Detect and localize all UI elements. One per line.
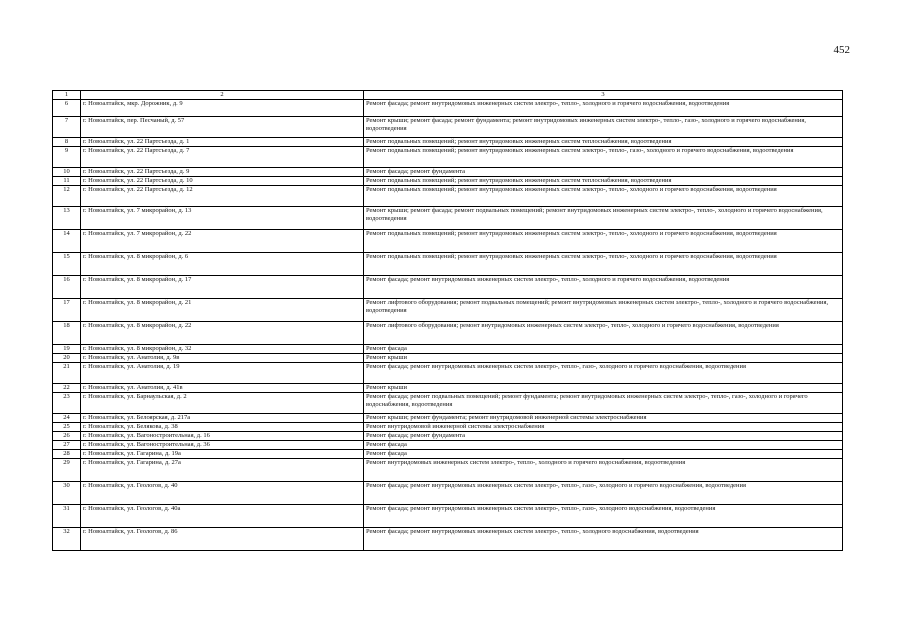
row-work: Ремонт фасада; ремонт внутридомовых инженерных систем электро-, тепло-, газо-, холодного и горячего водоснабжения, водоотведения: [364, 363, 843, 384]
row-work: Ремонт подвальных помещений; ремонт внутридомовых инженерных систем электро-, тепло-, холодного и горячего водоснабжения, водоотведения: [364, 230, 843, 253]
row-number: 21: [53, 363, 81, 384]
row-address: г. Новоалтайск, ул. 8 микрорайон, д. 22: [81, 322, 364, 345]
row-address: г. Новоалтайск, ул. Геологов, д. 86: [81, 528, 364, 551]
row-work: Ремонт подвальных помещений; ремонт внутридомовых инженерных систем теплоснабжения, водоотведения: [364, 138, 843, 147]
row-address: г. Новоалтайск, ул. 22 Партсъезда, д. 12: [81, 186, 364, 207]
table-row: [53, 138, 843, 147]
column-header-1: 1: [53, 91, 81, 100]
row-number: 14: [53, 230, 81, 253]
row-work: Ремонт подвальных помещений; ремонт внутридомовых инженерных систем электро-, тепло-, холодного и горячего водоснабжения, водоотведения: [364, 253, 843, 276]
row-address: г. Новоалтайск, ул. 22 Партсъезда, д. 10: [81, 177, 364, 186]
row-number: 7: [53, 117, 81, 138]
row-number: 20: [53, 354, 81, 363]
row-address: г. Новоалтайск, ул. 22 Партсъезда, д. 9: [81, 168, 364, 177]
row-address: г. Новоалтайск, ул. 7 микрорайон, д. 13: [81, 207, 364, 230]
row-work: Ремонт крыши: [364, 354, 843, 363]
row-number: 16: [53, 276, 81, 299]
row-address: г. Новоалтайск, ул. Анатолия, д. 41в: [81, 384, 364, 393]
table-row: [53, 147, 843, 168]
table-row: [53, 186, 843, 207]
table-row: [53, 207, 843, 230]
row-address: г. Новоалтайск, ул. Барнаульская, д. 2: [81, 393, 364, 414]
row-address: г. Новоалтайск, мкр. Дорожник, д. 9: [81, 100, 364, 117]
page-number: 452: [833, 44, 850, 56]
row-number: 9: [53, 147, 81, 168]
table-row: [53, 100, 843, 117]
row-work: Ремонт фасада; ремонт подвальных помещений; ремонт фундамента; ремонт внутридомовых инженерных систем электро-, тепло-, газо-, холодного и горячего водоснабжения, водоотведения: [364, 393, 843, 414]
table-body: [53, 100, 843, 551]
row-work: Ремонт лифтового оборудования; ремонт подвальных помещений; ремонт внутридомовых инженерных систем электро-, тепло-, холодного и горячего водоснабжения, водоотведения: [364, 299, 843, 322]
row-work: Ремонт фасада; ремонт внутридомовых инженерных систем электро-, тепло-, газо-, холодного и горячего водоснабжения, водоотведения: [364, 482, 843, 505]
row-number: 26: [53, 432, 81, 441]
table-row: [53, 363, 843, 384]
row-address: г. Новоалтайск, ул. Анатолия, д. 9в: [81, 354, 364, 363]
row-work: Ремонт фасада; ремонт внутридомовых инженерных систем электро-, тепло-, газо-, холодного водоснабжения, водоотведения: [364, 505, 843, 528]
row-work: Ремонт фасада: [364, 450, 843, 459]
row-address: г. Новоалтайск, ул. 8 микрорайон, д. 17: [81, 276, 364, 299]
row-work: Ремонт лифтового оборудования; ремонт внутридомовых инженерных систем электро-, тепло-, холодного и горячего водоснабжения, водоотведения: [364, 322, 843, 345]
row-work: Ремонт подвальных помещений; ремонт внутридомовых инженерных систем теплоснабжения, водоотведения: [364, 177, 843, 186]
row-number: 23: [53, 393, 81, 414]
row-number: 24: [53, 414, 81, 423]
row-address: г. Новоалтайск, ул. 22 Партсъезда, д. 7: [81, 147, 364, 168]
row-work: Ремонт фасада; ремонт внутридомовых инженерных систем электро-, тепло-, холодного водоснабжения, водоотведения: [364, 528, 843, 551]
row-number: 8: [53, 138, 81, 147]
row-address: г. Новоалтайск, ул. 22 Партсъезда, д. 1: [81, 138, 364, 147]
table-row: [53, 482, 843, 505]
row-work: Ремонт фасада; ремонт внутридомовых инженерных систем электро-, тепло-, холодного и горячего водоснабжения, водоотведения: [364, 276, 843, 299]
row-work: Ремонт внутридомовых инженерных систем электро-, тепло-, холодного и горячего водоснабжения, водоотведения: [364, 459, 843, 482]
row-address: г. Новоалтайск, ул. Гагарина, д. 27а: [81, 459, 364, 482]
row-address: г. Новоалтайск, ул. Белякова, д. 38: [81, 423, 364, 432]
row-number: 10: [53, 168, 81, 177]
table-row: [53, 117, 843, 138]
row-address: г. Новоалтайск, ул. Гагарина, д. 19а: [81, 450, 364, 459]
row-number: 22: [53, 384, 81, 393]
row-work: Ремонт подвальных помещений; ремонт внутридомовых инженерных систем электро-, тепло-, газо-, холодного и горячего водоснабжения, водоотведения: [364, 147, 843, 168]
row-number: 15: [53, 253, 81, 276]
row-address: г. Новоалтайск, ул. Геологов, д. 40: [81, 482, 364, 505]
row-address: г. Новоалтайск, пер. Песчаный, д. 57: [81, 117, 364, 138]
column-header-3: 3: [364, 91, 843, 100]
row-address: г. Новоалтайск, ул. Анатолия, д. 19: [81, 363, 364, 384]
table-row: [53, 450, 843, 459]
row-work: Ремонт подвальных помещений; ремонт внутридомовых инженерных систем электро-, тепло-, холодного и горячего водоснабжения, водоотведения: [364, 186, 843, 207]
row-number: 12: [53, 186, 81, 207]
row-number: 13: [53, 207, 81, 230]
table-header-row: [53, 91, 843, 100]
row-number: 29: [53, 459, 81, 482]
row-address: г. Новоалтайск, ул. Белоярская, д. 217а: [81, 414, 364, 423]
row-work: Ремонт крыши; ремонт фасада; ремонт фундамента; ремонт внутридомовых инженерных систем электро-, тепло-, газо-, холодного и горячего водоснабжения, водоотведения: [364, 117, 843, 138]
table-row: [53, 354, 843, 363]
table-row: [53, 345, 843, 354]
row-work: Ремонт крыши; ремонт фундамента; ремонт внутридомовой инженерной системы электроснабжения: [364, 414, 843, 423]
table-row: [53, 230, 843, 253]
row-address: г. Новоалтайск, ул. 8 микрорайон, д. 32: [81, 345, 364, 354]
table-row: [53, 423, 843, 432]
row-number: 11: [53, 177, 81, 186]
row-address: г. Новоалтайск, ул. 7 микрорайон, д. 22: [81, 230, 364, 253]
row-number: 6: [53, 100, 81, 117]
row-number: 17: [53, 299, 81, 322]
row-address: г. Новоалтайск, ул. 8 микрорайон, д. 6: [81, 253, 364, 276]
table-row: [53, 322, 843, 345]
row-work: Ремонт фасада; ремонт фундамента: [364, 432, 843, 441]
row-address: г. Новоалтайск, ул. Геологов, д. 40а: [81, 505, 364, 528]
table-row: [53, 505, 843, 528]
row-number: 28: [53, 450, 81, 459]
table-row: [53, 528, 843, 551]
row-work: Ремонт внутридомовой инженерной системы электроснабжения: [364, 423, 843, 432]
table-row: [53, 253, 843, 276]
row-number: 31: [53, 505, 81, 528]
table-row: [53, 459, 843, 482]
row-number: 32: [53, 528, 81, 551]
row-number: 30: [53, 482, 81, 505]
table-row: [53, 414, 843, 423]
row-address: г. Новоалтайск, ул. 8 микрорайон, д. 21: [81, 299, 364, 322]
table-row: [53, 432, 843, 441]
row-address: г. Новоалтайск, ул. Вагоностроительная, д. 16: [81, 432, 364, 441]
row-work: Ремонт фасада: [364, 345, 843, 354]
row-number: 25: [53, 423, 81, 432]
table-row: [53, 276, 843, 299]
table-row: [53, 441, 843, 450]
row-number: 18: [53, 322, 81, 345]
row-number: 19: [53, 345, 81, 354]
row-work: Ремонт фасада; ремонт фундамента: [364, 168, 843, 177]
row-work: Ремонт фасада: [364, 441, 843, 450]
column-header-2: 2: [81, 91, 364, 100]
row-work: Ремонт крыши; ремонт фасада; ремонт подвальных помещений; ремонт внутридомовых инженерных систем электро-, тепло-, холодного и горячего водоснабжения, водоотведения: [364, 207, 843, 230]
row-work: Ремонт фасада; ремонт внутридомовых инженерных систем электро-, тепло-, холодного и горячего водоснабжения, водоотведения: [364, 100, 843, 117]
table-row: [53, 384, 843, 393]
row-work: Ремонт крыши: [364, 384, 843, 393]
table-row: [53, 393, 843, 414]
row-number: 27: [53, 441, 81, 450]
repair-register-table: [52, 90, 843, 551]
table-row: [53, 168, 843, 177]
row-address: г. Новоалтайск, ул. Вагоностроительная, д. 36: [81, 441, 364, 450]
table-row: [53, 177, 843, 186]
table-row: [53, 299, 843, 322]
